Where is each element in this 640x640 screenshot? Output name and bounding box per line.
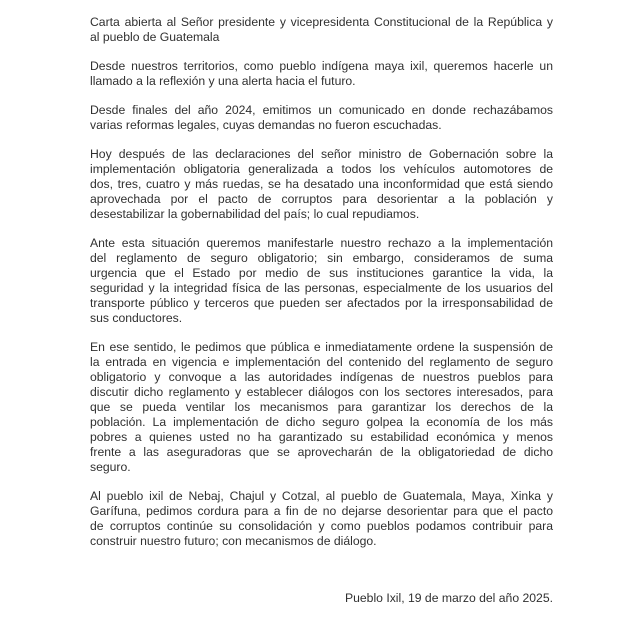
letter-line: seguridad y la integridad física de las personas, especialmente de los usuarios del — [90, 281, 553, 295]
letter-line: frente a las aseguradoras que se aprovecharán de la obligatoriedad de dicho — [90, 445, 553, 459]
letter-line: varias reformas legales, cuyas demandas no fueron escuchadas. — [90, 118, 442, 132]
letter-line: Desde finales del año 2024, emitimos un comunicado en donde rechazábamos — [90, 103, 553, 117]
letter-line: urgencia que el Estado por medio de sus instituciones garantice la vida, la — [90, 266, 553, 280]
letter-line: llamado a la reflexión y una alerta hacia el futuro. — [90, 74, 356, 88]
letter-line: discutir dicho reglamento y establecer diálogos con los sectores interesados, para — [90, 385, 553, 399]
paragraph-background — [90, 103, 553, 133]
letter-line: seguro. — [90, 460, 131, 474]
letter-line: que se pueda ventilar los mecanismos para garantizar los derechos de la — [90, 400, 553, 414]
letter-line: aprovechada por el pacto de corruptos para desorientar a la población y — [90, 192, 553, 206]
letter-line: la entrada en vigencia e implementación del contenido del reglamento de seguro — [90, 355, 553, 369]
paragraph-intro — [90, 59, 553, 89]
letter-line: dos, tres, cuatro y más ruedas, se ha desatado una inconformidad que está siendo — [90, 177, 553, 191]
paragraph-llamado-pueblos — [90, 489, 553, 549]
paragraph-declarations — [90, 147, 553, 222]
letter-line: al pueblo de Guatemala — [90, 30, 220, 44]
paragraph-peticion — [90, 340, 553, 475]
letter-line: Al pueblo ixil de Nebaj, Chajul y Cotzal, al pueblo de Guatemala, Maya, Xinka y — [90, 489, 553, 503]
letter-line: implementación obligatoria generalizada a todos los vehículos automotores de — [90, 162, 553, 176]
letter-line: Hoy después de las declaraciones del señor ministro de Gobernación sobre la — [90, 147, 553, 161]
letter-line: desestabilizar la gobernabilidad del país; lo cual repudiamos. — [90, 207, 420, 221]
letter-line: sus conductores. — [90, 311, 183, 325]
letter-line: Ante esta situación queremos manifestarle nuestro rechazo a la implementación — [90, 236, 553, 250]
letter-line: del reglamento de seguro obligatorio; sin embargo, consideramos de suma — [90, 251, 553, 265]
letter-line: obligatorio y convoque a las autoridades indígenas de nuestros pueblos para — [90, 370, 553, 384]
letter-line: transporte público y terceros que pueden ser afectados por la irresponsabilidad de — [90, 296, 553, 310]
date-line: Pueblo Ixil, 19 de marzo del año 2025. — [344, 591, 553, 605]
letter-line: población. La implementación de dicho seguro golpea la economía de los más — [90, 415, 553, 429]
letter-line: construir nuestro futuro; con mecanismos de diálogo. — [90, 534, 377, 548]
letter-line: En ese sentido, le pedimos que pública e inmediatamente ordene la suspensión de — [90, 340, 553, 354]
letter-line: Carta abierta al Señor presidente y vicepresidenta Constitucional de la República y — [90, 15, 553, 29]
letter-line: Desde nuestros territorios, como pueblo indígena maya ixil, queremos hacerle un — [90, 59, 553, 73]
letter-line: de corruptos continúe su consolidación y como pueblos podamos contribuir para — [90, 519, 553, 533]
paragraph-salutation — [90, 15, 553, 45]
paragraph-rechazo — [90, 236, 553, 326]
letter-line: pobres a quienes usted no ha garantizado su estabilidad económica y menos — [90, 430, 553, 444]
letter-line: Garífuna, pedimos cordura para a fin de no dejarse desorientar para que el pacto — [90, 504, 553, 518]
